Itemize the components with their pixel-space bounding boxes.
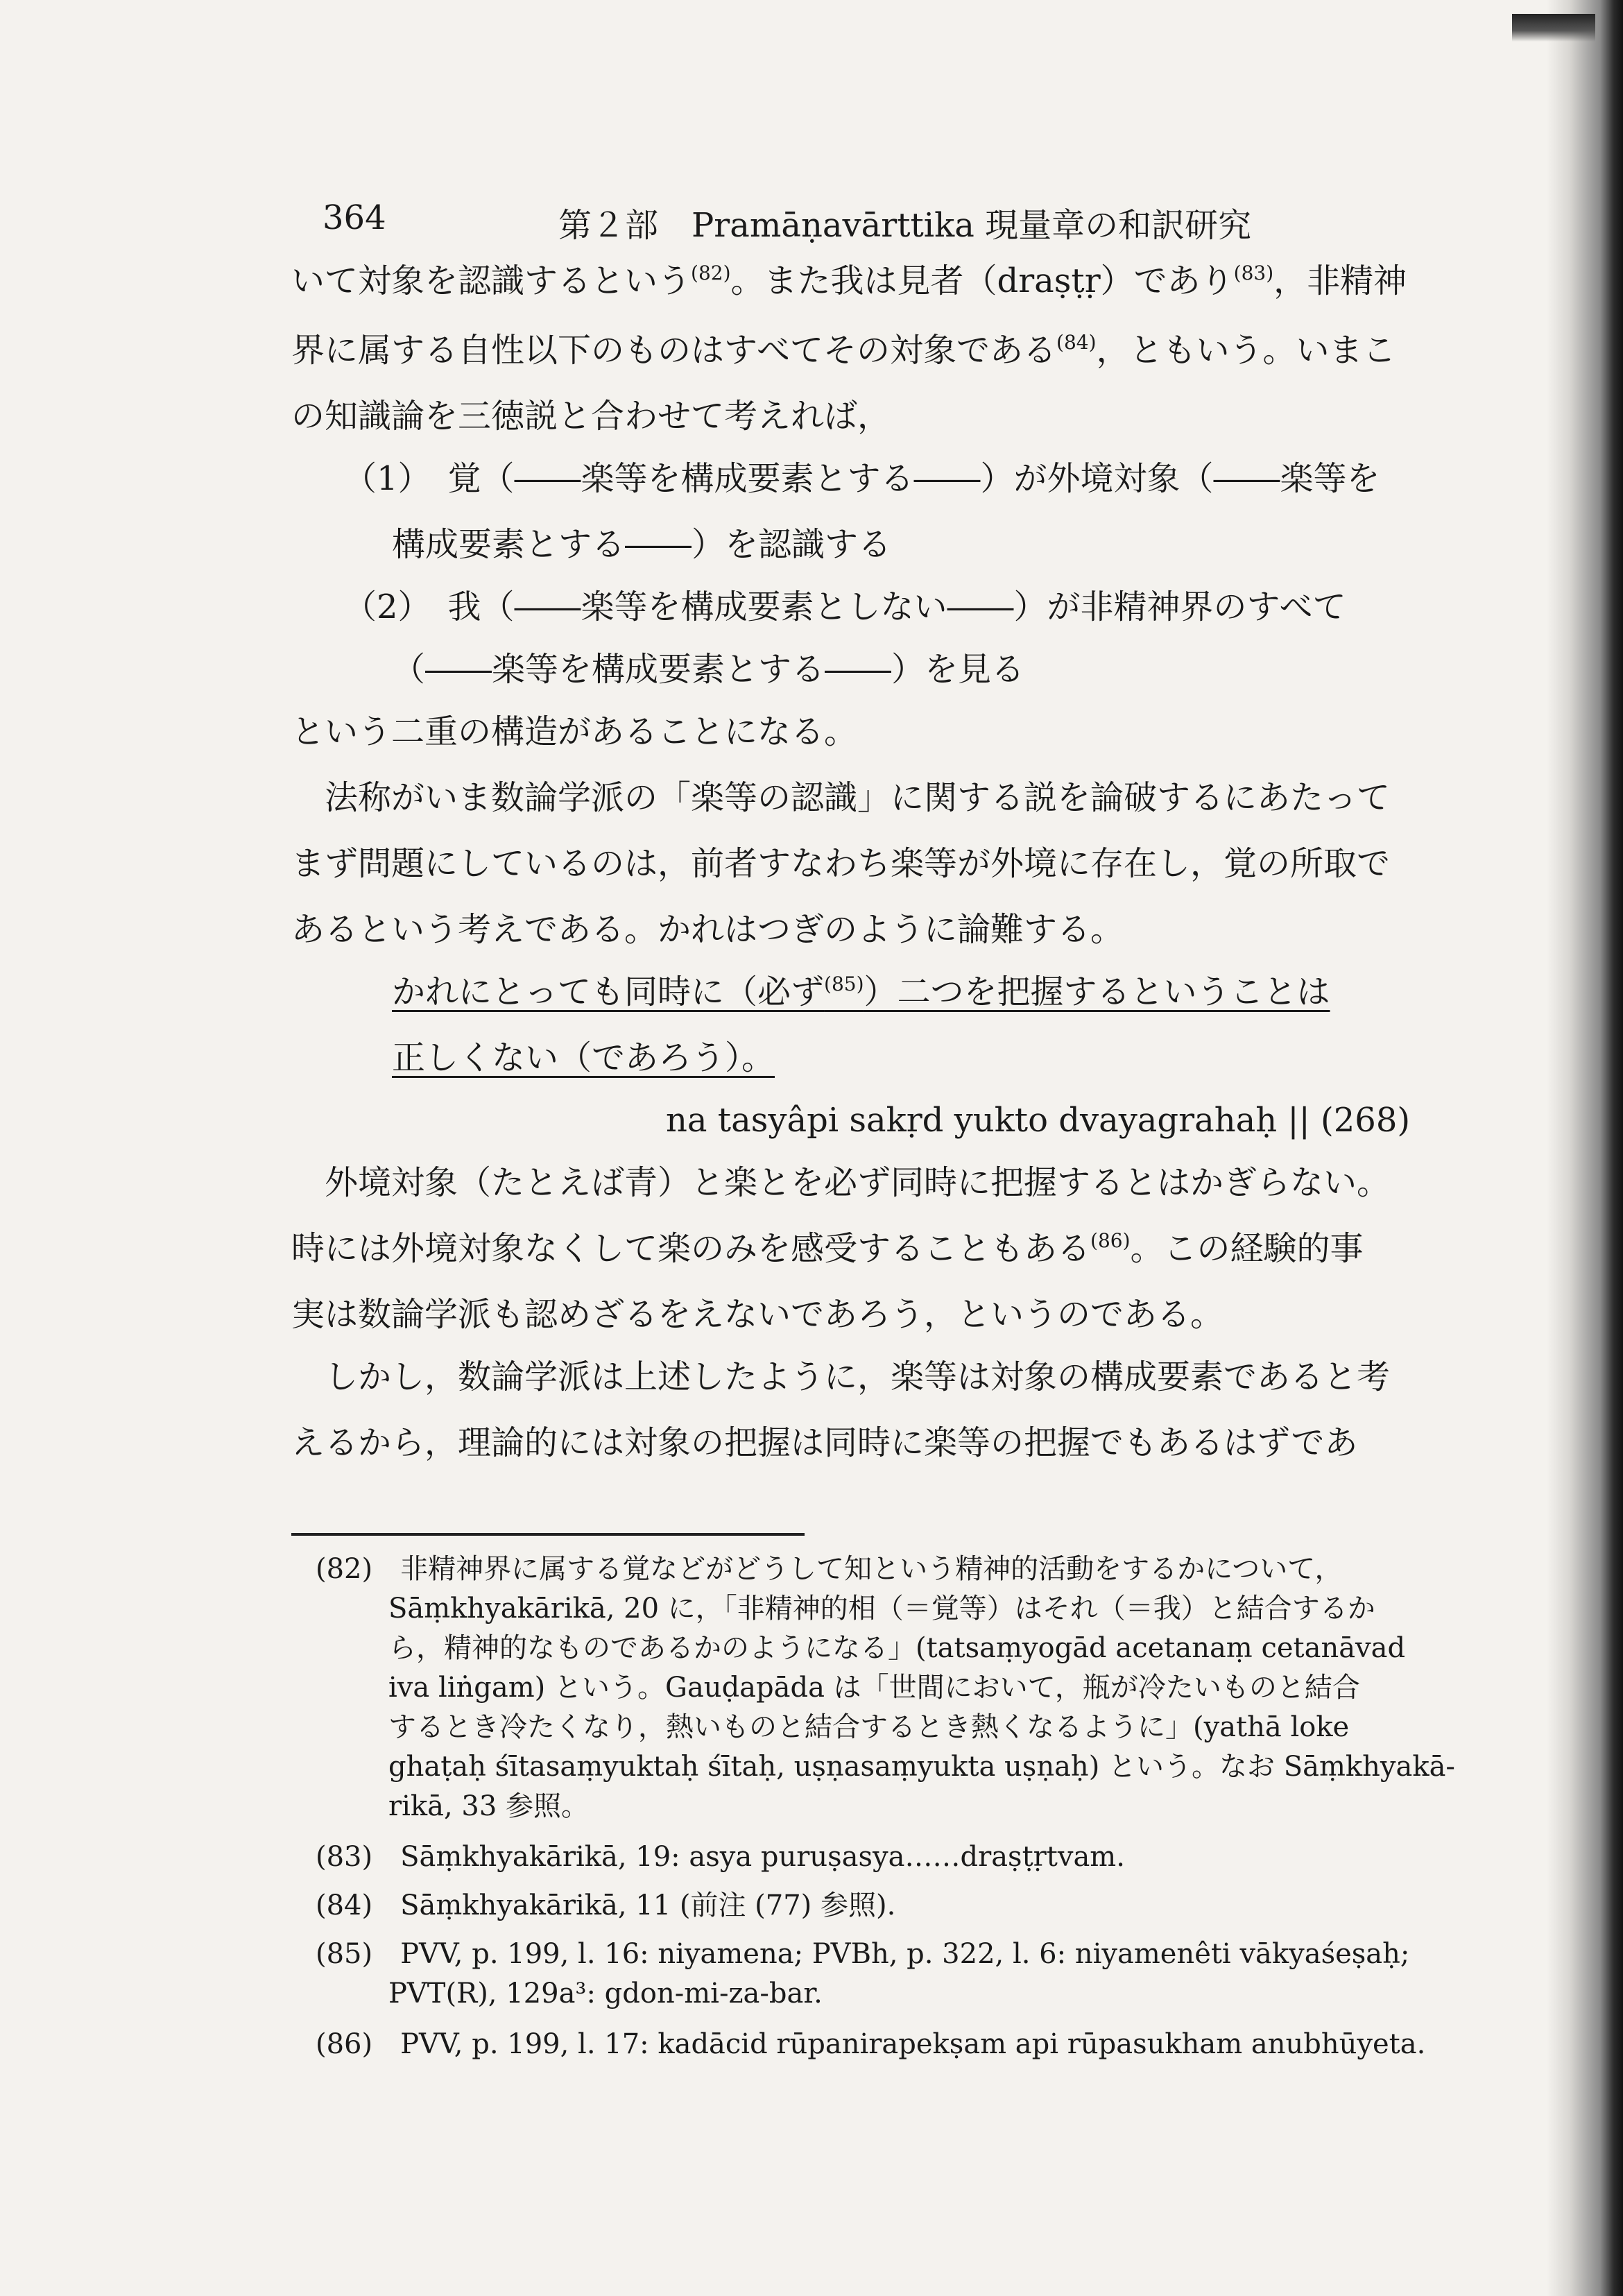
footnote-85-cont: PVT(R), 129a³: gdon-mi-za-bar. [388,1978,823,2010]
body-line: という二重の構造があることになる。 [291,712,858,751]
body-line: 法称がいま数論学派の「楽等の認識」に関する説を論破するにあたって [291,778,1391,817]
book-spine-shadow [1547,0,1623,2296]
footnote-ref[interactable]: (82) [691,262,731,284]
body-line: いて対象を認識するという$^{(82)}$。また我は見者（draṣṭṛ）であり$^{(83)}$，非精神 [291,262,1407,300]
footnote-ref[interactable]: (86) [1090,1229,1131,1252]
footnote-82-cont: ghaṭaḥ śītasaṃyuktaḥ śītaḥ, uṣṇasaṃyukta uṣṇaḥ) という。なお Sāṃkhyakā- [388,1751,1455,1783]
footnote-82-cont: するとき冷たくなり，熱いものと結合するとき熱くなるように」(yathā loke [388,1711,1350,1743]
body-line: しかし，数論学派は上述したように，楽等は対象の構成要素であると考 [291,1357,1391,1396]
list-item-2-cont: （――楽等を構成要素とする――）を見る [392,650,1025,689]
body-line: 時には外境対象なくして楽のみを感受することもある$^{(86)}$。この経験的事 [291,1229,1364,1268]
body-line: 界に属する自性以下のものはすべてその対象である$^{(84)}$，ともいう。いまこ [291,331,1396,370]
footnote-ref[interactable]: (85) [824,973,864,995]
footnote-82-cont: rikā, 33 参照。 [388,1790,590,1822]
footnote-82-cont: Sāṃkhyakārikā, 20 に，「非精神的相（＝覚等）はそれ（＝我）と結合するか [388,1593,1375,1625]
body-line: 実は数論学派も認めざるをえないであろう，というのである。 [291,1295,1224,1334]
list-item-1-cont: 構成要素とする――）を認識する [392,525,892,564]
footnote-82-cont: iva liṅgam) という。Gauḍapāda は「世間において，瓶が冷たいものと結合 [388,1672,1360,1704]
page-header [323,198,1432,247]
scan-corner-shadow [1512,14,1595,42]
running-title: 第２部 Pramāṇavārttika 現量章の和訳研究 [558,206,1252,245]
body-line: 外境対象（たとえば青）と楽とを必ず同時に把握するとはかぎらない。 [291,1163,1391,1202]
footnote-82-cont: ら，精神的なものであるかのようになる」(tatsaṃyogād acetanaṃ cetanāvad [388,1632,1406,1664]
footnote-ref[interactable]: (83) [1233,262,1274,284]
body-line: まず問題にしているのは，前者すなわち楽等が外境に存在し，覚の所取で [291,844,1391,883]
footnote-85: (85) PVV, p. 199, l. 16: niyamena; PVBh, p. 322, l. 6: niyamenêti vākyaśeṣaḥ; [316,1938,1410,1970]
body-line: の知識論を三徳説と合わせて考えれば， [291,397,891,436]
verse-translation-line: かれにとっても同時に（必ず$^{(85)}$）二つを把握するということは [392,973,1330,1011]
list-item-1: （1） 覚（――楽等を構成要素とする――）が外境対象（――楽等を [343,459,1380,498]
page-number: 364 [323,198,386,237]
footnote-86: (86) PVV, p. 199, l. 17: kadācid rūpanirapekṣam api rūpasukham anubhūyeta. [316,2028,1426,2060]
body-line: えるから，理論的には対象の把握は同時に楽等の把握でもあるはずであ [291,1423,1358,1462]
list-item-2: （2） 我（――楽等を構成要素としない――）が非精神界のすべて [343,588,1346,626]
sanskrit-verse: na tasyâpi sakṛd yukto dvayagrahaḥ || (268) [666,1101,1411,1140]
footnote-divider [291,1533,805,1536]
footnote-82: (82) 非精神界に属する覚などがどうして知という精神的活動をするかについて， [316,1553,1343,1585]
footnote-ref[interactable]: (84) [1056,331,1097,354]
footnote-84: (84) Sāṃkhyakārikā, 11 (前注 (77) 参照). [316,1890,896,1921]
footnote-83: (83) Sāṃkhyakārikā, 19: asya puruṣasya……draṣṭṛtvam. [316,1841,1125,1873]
verse-translation-line: 正しくない（であろう）。 [392,1038,775,1077]
body-line: あるという考えである。かれはつぎのように論難する。 [291,910,1124,949]
